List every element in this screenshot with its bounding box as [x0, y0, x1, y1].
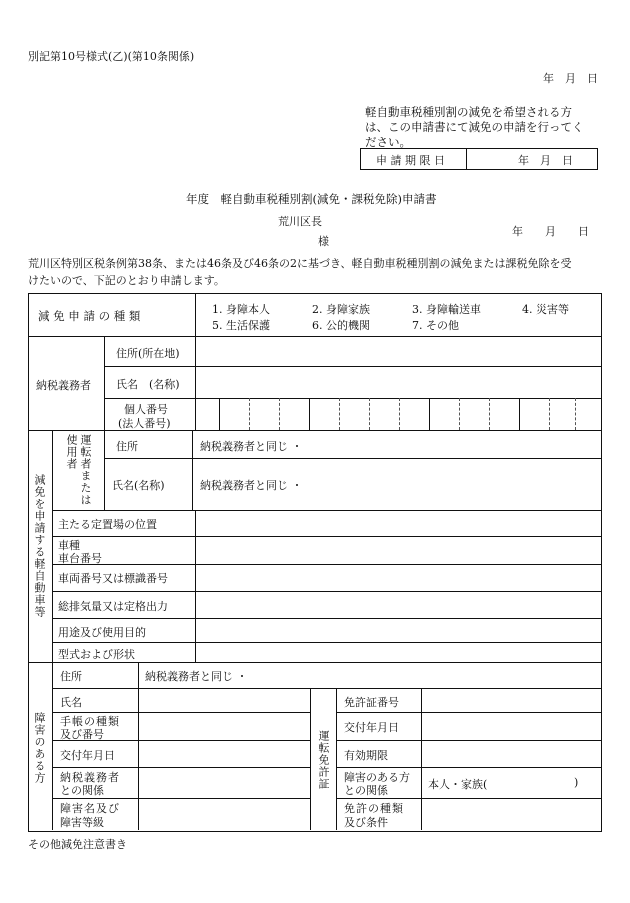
issue-date-label: 交付年月日 [60, 749, 115, 762]
intro-line-1: 荒川区特別区税条例第38条、または46条及び46条の2に基づき、軽自動車税種別割の減免または課税免除を受 [28, 257, 572, 270]
license-section-label: 運転免許証 [317, 730, 330, 790]
purpose-label: 用途及び使用目的 [58, 626, 146, 639]
license-number-label: 免許証番号 [344, 696, 399, 709]
type-option-7[interactable]: 7. その他 [412, 319, 459, 332]
type-option-6[interactable]: 6. 公的機関 [312, 319, 370, 332]
notice-line-3: ださい。 [365, 135, 411, 149]
form-number: 別記第10号様式(乙)(第10条関係) [28, 50, 195, 63]
date-top: 年 月 日 [543, 72, 598, 85]
disability-label-1: 障害名及び [60, 802, 120, 815]
mynumber-label-1: 個人番号 [124, 403, 168, 416]
lic-relation-value[interactable]: 本人・家族( [428, 778, 488, 791]
lic-relation-label-2: との関係 [344, 784, 388, 797]
handbook-label-1: 手帳の種類 [60, 715, 120, 728]
type-label: 減 免 申 請 の 種 類 [38, 309, 141, 323]
deadline-value: 年 月 日 [518, 154, 573, 167]
application-date: 年 月 日 [512, 225, 589, 238]
handbook-label-2: 及び番号 [60, 728, 104, 741]
notice-line-1: 軽自動車税種別割の減免を希望される方 [365, 105, 572, 119]
type-option-3[interactable]: 3. 身障輸送車 [412, 303, 481, 316]
driver-label: 運転者または使用者 [65, 434, 92, 506]
relation-label-2: との関係 [60, 784, 104, 797]
disability-label-2: 障害等級 [60, 816, 104, 829]
type-option-5[interactable]: 5. 生活保護 [212, 319, 270, 332]
form-title: 年度 軽自動車税種別割(減免・課税免除)申請書 [186, 192, 437, 206]
type-option-4[interactable]: 4. 災害等 [522, 303, 569, 316]
disabled-address-value[interactable]: 納税義務者と同じ ・ [145, 670, 248, 683]
license-issue-label: 交付年月日 [344, 721, 399, 734]
footer-note: その他減免注意書き [28, 838, 127, 851]
driver-address-label: 住所 [116, 440, 138, 453]
lic-relation-label-1: 障害のある方 [344, 771, 410, 784]
recipient-sama: 様 [318, 235, 329, 248]
vehicle-section-label: 減免を申請する軽自動車等 [33, 474, 46, 618]
chassis-number-label: 車台番号 [58, 552, 102, 565]
model-label: 型式および形状 [58, 648, 135, 661]
location-label: 主たる定置場の位置 [58, 518, 157, 531]
lic-type-label-2: 及び条件 [344, 816, 388, 829]
taxpayer-address-label: 住所(所在地) [116, 347, 180, 360]
driver-name-value[interactable]: 納税義務者と同じ ・ [200, 479, 303, 492]
recipient: 荒川区長 [278, 215, 322, 228]
deadline-label: 申 請 期 限 日 [376, 154, 445, 167]
displacement-label: 総排気量又は定格出力 [58, 600, 168, 613]
disabled-section-label: 障害のある方 [33, 712, 46, 784]
type-option-1[interactable]: 1. 身障本人 [212, 303, 270, 316]
type-option-2[interactable]: 2. 身障家族 [312, 303, 370, 316]
lic-type-label-1: 免許の種類 [344, 802, 404, 815]
mynumber-label-2: (法人番号) [118, 417, 171, 430]
plate-label: 車両番号又は標識番号 [58, 572, 168, 585]
disabled-name-label: 氏名 [60, 696, 82, 709]
notice-line-2: は、この申請書にて減免の申請を行ってく [365, 120, 584, 134]
disabled-address-label: 住所 [60, 670, 82, 683]
lic-relation-close: ) [574, 776, 579, 789]
relation-label-1: 納税義務者 [60, 771, 120, 784]
taxpayer-label: 納税義務者 [36, 379, 91, 392]
driver-address-value[interactable]: 納税義務者と同じ ・ [200, 440, 303, 453]
license-valid-label: 有効期限 [344, 749, 388, 762]
taxpayer-name-label: 氏名 (名称) [116, 378, 180, 391]
driver-name-label: 氏名(名称) [112, 479, 165, 492]
vehicle-kind-label: 車種 [58, 539, 80, 552]
intro-line-2: けたいので、下記のとおり申請します。 [28, 274, 225, 287]
